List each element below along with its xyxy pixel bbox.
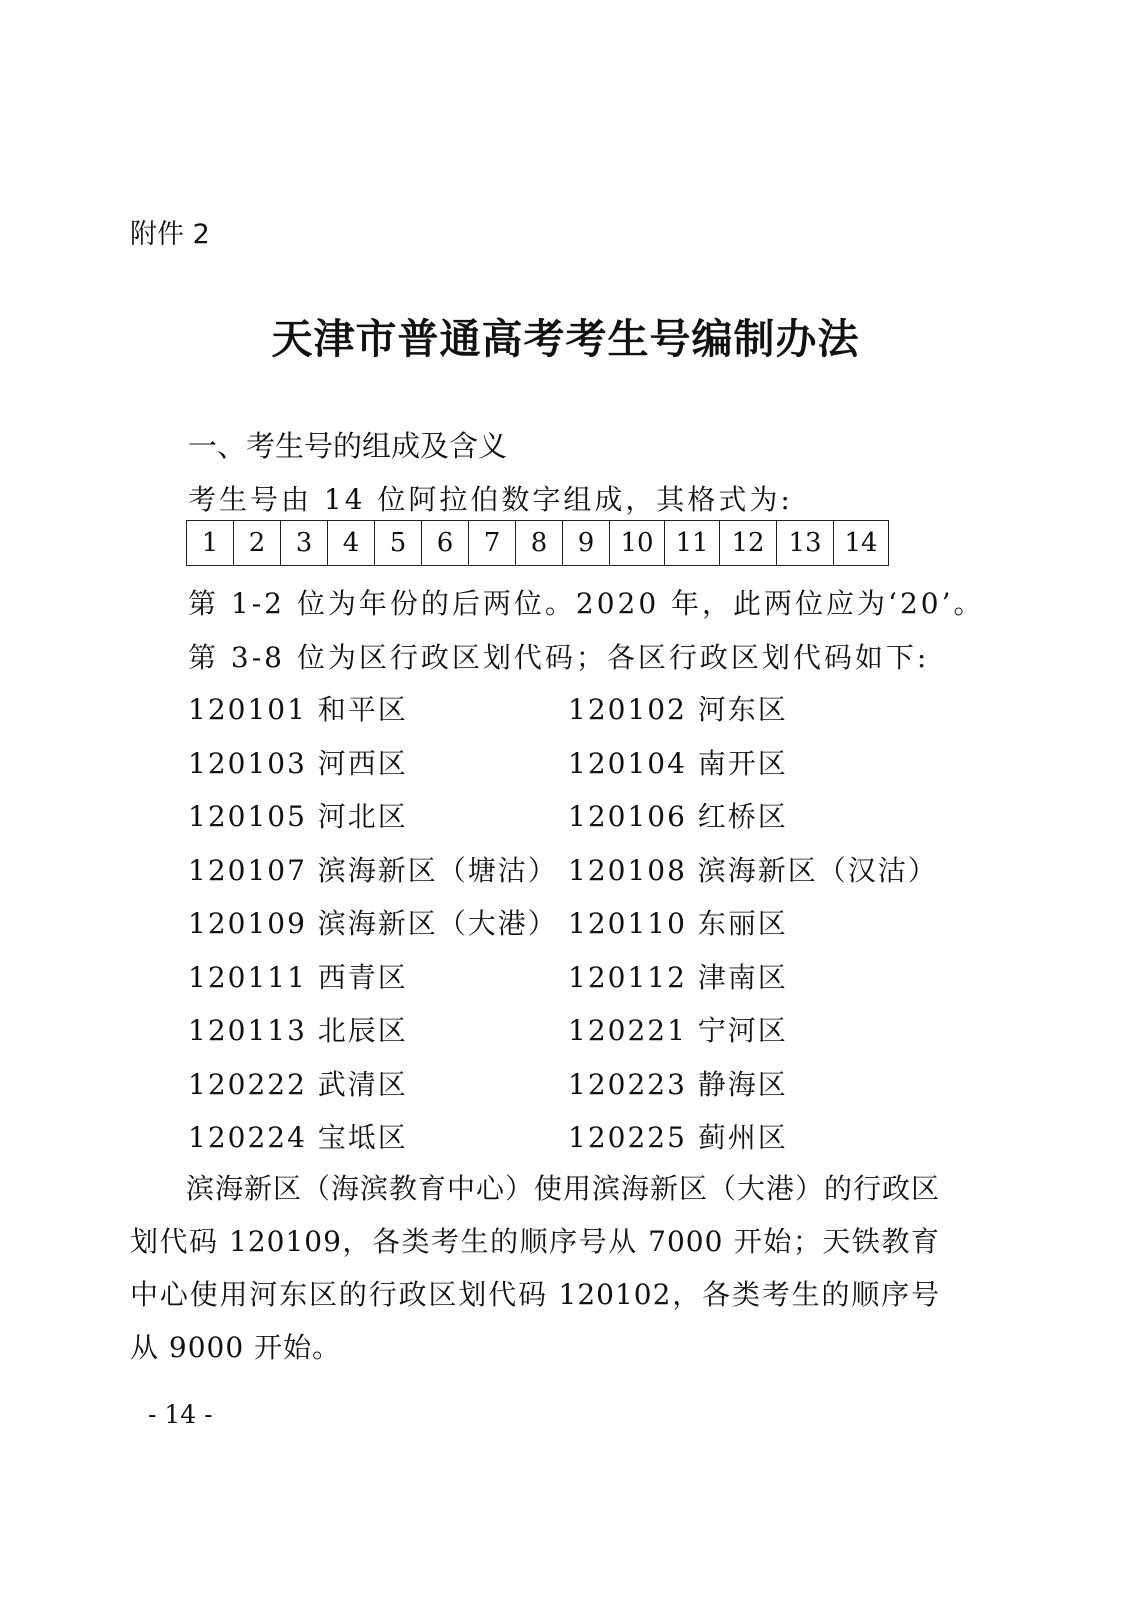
digit-cell: 11 — [665, 521, 720, 566]
digit-cell: 3 — [281, 521, 328, 566]
digit-cell: 4 — [328, 521, 375, 566]
district-code: 120110 东丽区 — [568, 907, 788, 940]
digit-cell: 10 — [610, 521, 665, 566]
digit-cell: 6 — [422, 521, 469, 566]
rule-district: 第 3-8 位为区行政区划代码；各区行政区划代码如下: — [188, 641, 930, 674]
format-intro: 考生号由 14 位阿拉伯数字组成，其格式为: — [188, 483, 793, 516]
section-heading: 一、考生号的组成及含义 — [188, 429, 508, 463]
attachment-label: 附件 2 — [130, 219, 210, 250]
digit-cell: 7 — [469, 521, 516, 566]
digit-cell: 1 — [187, 521, 234, 566]
document-title: 天津市普通高考考生号编制办法 — [271, 315, 860, 363]
digit-cell: 13 — [777, 521, 834, 566]
district-code: 120224 宝坻区 — [188, 1121, 408, 1154]
district-code: 120105 河北区 — [188, 800, 408, 833]
digit-format-table — [186, 520, 889, 566]
note-text: 滨海新区（海滨教育中心）使用滨海新区（大港）的行政区划代码 120109，各类考生的顺序号从 7000 开始；天铁教育中心使用河东区的行政区划代码 120102，各类考生的顺序号从 9000 开始。 — [130, 1172, 941, 1364]
district-code: 120221 宁河区 — [568, 1014, 788, 1047]
district-code: 120107 滨海新区（塘沽） — [188, 853, 558, 887]
district-code: 120112 津南区 — [568, 960, 788, 994]
district-code: 120225 蓟州区 — [568, 1121, 788, 1154]
district-code: 120104 南开区 — [568, 746, 788, 780]
district-code: 120101 和平区 — [188, 693, 408, 726]
digit-cell: 9 — [563, 521, 610, 566]
digit-cell: 8 — [516, 521, 563, 566]
page-number: - 14 - — [148, 1400, 213, 1429]
district-code: 120223 静海区 — [568, 1067, 788, 1101]
district-code: 120106 红桥区 — [568, 800, 788, 833]
district-code: 120109 滨海新区（大港） — [188, 907, 558, 940]
digit-cell: 2 — [234, 521, 281, 566]
rule-year: 第 1-2 位为年份的后两位。2020 年，此两位应为‘20’。 — [188, 587, 985, 620]
digit-cell: 5 — [375, 521, 422, 566]
note-paragraph — [130, 1162, 940, 1374]
digit-cell: 14 — [834, 521, 889, 566]
district-code: 120102 河东区 — [568, 693, 788, 726]
district-code: 120222 武清区 — [188, 1067, 408, 1101]
digit-cell: 12 — [720, 521, 777, 566]
district-code: 120111 西青区 — [188, 960, 408, 994]
district-code: 120103 河西区 — [188, 746, 408, 780]
district-code: 120108 滨海新区（汉沽） — [568, 853, 938, 887]
district-code: 120113 北辰区 — [188, 1014, 408, 1047]
